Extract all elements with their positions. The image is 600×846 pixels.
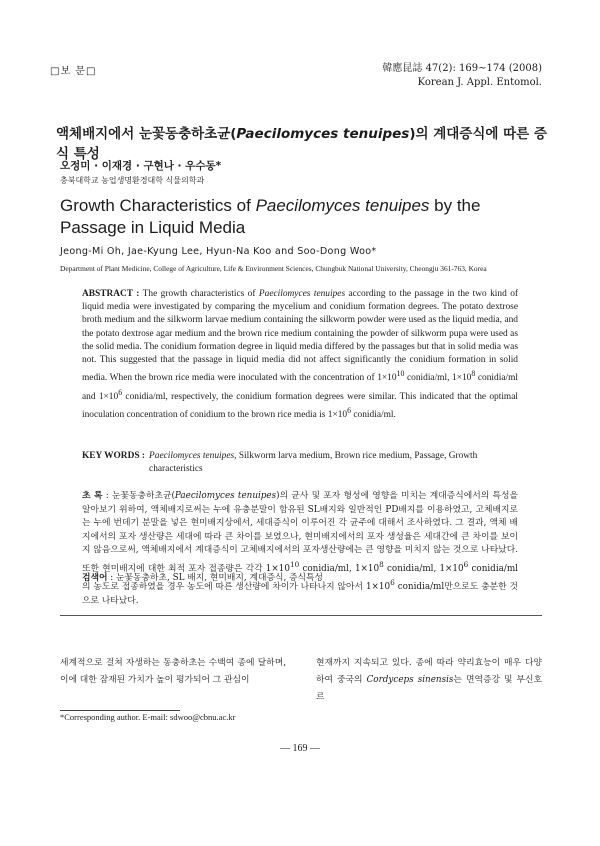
keywords-english [82,450,518,476]
abstract-label: ABSTRACT : [82,289,140,299]
abstract-text: according to the passage in the two kind of liquid media were investigated by comparing the mycelium and conidium formation degrees. The potato dextrose broth medium and the silkworm larvae medium containing the silkworm powder were used as the liquid media, and the potato dextrose agar medium and the brown rice medium containing the powder of silkworm pupa were used as the solid media. The conidium formation degree in liquid media differed by the passages but that in solid media was not. This suggested that the passage in liquid media did not affect significantly the conidium formation in solid media. When the brown rice media were inoculated with the concentration of 1×10 [82,289,518,384]
title-ko-pre: 액체배지에서 눈꽃동충하초균( [56,126,237,142]
body-column-right [316,655,542,706]
exponent: 6 [118,387,123,397]
body-text: 현재까지 지속되고 있다. 종에 따라 약리효능이 매우 다양하여 중국의 [316,658,542,685]
abstract-ko-text: )의 균사 및 포자 형성에 영향을 미치는 계대증식에서의 특성을 알아보기 위하여, 액체배지로써는 누에 유충분말이 함유된 SL배지와 일반적인 PD배지를 이용하였고, 고체배지로는 누에 번데기 분말을 넣은 현미배지상에서, 세대증식이 이루어진 각 균주에 대해서 조사하였다. 그 결과, 액체 배지에서의 포자 생산량은 세대에 따라 큰 차이를 보였으나, 현미배지에서의 포자 생성율은 세대간에 큰 차이를 보이지 않음으로써, 액체배지에서 계대증식이 고체배지에서의 포자생산량에는 큰 영향을 미치지 않는 것으로 나타났다. 또한 현미배지에 대한 최적 포자 접종량은 각각 1×10 [82,491,518,574]
abstract-species: Paecilomyces tenuipes [258,289,346,299]
title-en-pre: Growth Characteristics of [60,196,256,215]
body-species: Cordyceps sinensis [366,675,454,685]
abstract-ko-text: : 눈꽃동충하초균( [102,491,175,501]
abstract-text: conidia/ml and 1×10 [82,373,518,402]
abstract-korean [82,490,518,609]
exponent: 6 [390,578,395,588]
abstract-ko-text: conidia/ml의 농도로 접종하였을 경우 농도에 따른 생산량에 차이가 나타나지 않아서 1×10 [82,563,518,593]
authors-english: Jeong-Mi Oh, Jae-Kyung Lee, Hyun-Na Koo and Soo-Dong Woo* [60,246,377,257]
exponent: 6 [347,405,352,415]
section-divider [60,615,542,616]
abstract-ko-label: 초 록 [82,491,103,501]
abstract-ko-text: conidia/ml, 1×10 [299,563,380,574]
abstract-text: conidia/ml, 1×10 [404,373,472,384]
journal-citation-ko: 韓應昆誌 47(2): 169∼174 (2008) [382,63,542,74]
exponent: 10 [396,369,405,379]
affiliation-korean: 충북대학교 농업생명환경대학 식물의학과 [60,176,205,185]
abstract-ko-text: conidia/ml, 1×10 [383,563,464,574]
abstract-text: conidia/ml. [351,410,396,420]
abstract-text: conidia/ml, respectively, the conidium formation degrees were similar. This indicated that the optimal inoculation concentration of conidium to the brown rice media is 1×10 [82,391,518,420]
keyword-species: Paecilomyces tenuipes [149,451,235,461]
exponent: 8 [379,559,384,569]
abstract-ko-species: Paecilomyces tenuipes [174,491,277,501]
title-english [60,195,550,239]
abstract-ko-text: conidia/ml만으로도 충분한 것으로 나타났다. [82,582,518,606]
abstract-text: The growth characteristics of [139,289,259,299]
footnote-divider [60,710,180,711]
body-text: 는 면역증강 및 부신호르 [316,675,542,702]
affiliation-english: Department of Plant Medicine, College of Agriculture, Life & Environment Sciences, Chungbuk National University, Cheongju 361-763, Korea [60,264,487,273]
keywords-korean [82,570,518,583]
exponent: 10 [289,559,300,569]
exponent: 8 [471,369,476,379]
journal-info [382,62,542,90]
keywords-ko-label: 검색어 [82,573,108,583]
page-number: — 169 — [280,743,320,754]
title-en-post: by the Passage in Liquid Media [60,196,481,237]
keywords-ko-list: : 눈꽃동충하초, SL 배지, 현미배지, 계대증식, 증식특성 [107,573,324,583]
keyword-rest: , Silkworm larva medium, Brown rice medium, Passage, Growth characteristics [149,451,478,474]
authors-korean: 오정미 · 이재경 · 구현나 · 우수동* [60,160,222,172]
section-label: □보 문□ [50,66,97,77]
title-ko-post: )의 계대증식에 따른 증식 특성 [56,126,547,162]
title-korean [56,122,556,162]
journal-name-en: Korean J. Appl. Entomol. [417,77,542,88]
exponent: 6 [463,559,469,569]
abstract-english [82,288,518,422]
title-en-species: Paecilomyces tenuipes [255,196,430,215]
keywords-list [149,450,518,476]
footnote-corresponding-author: *Corresponding author. E-mail: sdwoo@cbnu.ac.kr [60,712,236,722]
keywords-label: KEY WORDS : [82,451,146,461]
title-ko-species: Paecilomyces tenuipes [236,126,410,142]
body-column-left: 세계적으로 걸쳐 자생하는 동충하초는 수백여 종에 달하며, 이에 대한 잠재된 가치가 높이 평가되어 그 관심이 [60,658,286,685]
